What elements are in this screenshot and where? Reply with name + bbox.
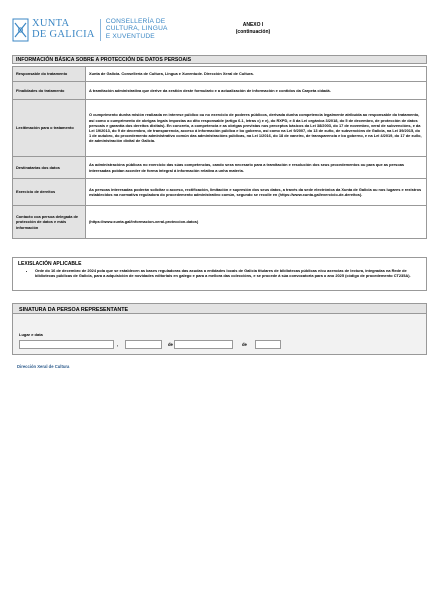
legislation-list xyxy=(13,268,426,278)
row-label: Contacto coa persoa delegada de protección de datos e máis información xyxy=(13,206,86,239)
table-row xyxy=(13,100,427,157)
signature-box xyxy=(12,303,427,355)
table-row xyxy=(13,179,427,206)
page-header xyxy=(12,18,427,48)
de-separator-1: de xyxy=(168,342,173,347)
department-line-3: E XUVENTUDE xyxy=(105,32,155,40)
annex-heading xyxy=(208,22,298,36)
de-separator-2: de xyxy=(242,342,247,347)
table-row xyxy=(13,206,427,239)
table-row xyxy=(13,157,427,179)
row-value: (https://www.xunta.gal/informacion-xeral-proteccion-datos) xyxy=(86,206,427,239)
row-label: Finalidades do tratamento xyxy=(13,82,86,100)
department-name xyxy=(106,18,168,40)
year-field[interactable] xyxy=(255,340,281,349)
row-value: Xunta de Galicia. Consellería de Cultura, Lingua e Xuventude. Dirección Xeral de Cultura. xyxy=(86,67,427,82)
row-value: As persoas interesadas poderán solicitar o acceso, rectificación, limitación e supresión dos seus datos, a través da sede electrónica da Xunta de Galicia ou nos lugares e rexistros establecidos na normativa reguladora do procedemento administrativo común, segundo se recolle en (https://www.xunta.gal/exercicio-de-dereitos). xyxy=(86,179,427,206)
row-label: Responsable do tratamento xyxy=(13,67,86,82)
signature-title: SINATURA DA PERSOA REPRESENTANTE xyxy=(13,304,426,314)
department-line-1: CONSELLERÍA DE xyxy=(105,18,166,25)
footer-text: Dirección Xeral de Cultura xyxy=(17,364,70,369)
place-field[interactable] xyxy=(19,340,114,349)
row-value: A tramitación administrativa que derive da xestión deste formulario e a actualización de información e contidos da Carpeta cidadá. xyxy=(86,82,427,100)
xunta-emblem-icon xyxy=(12,18,29,42)
row-label: Exercicio de dereitos xyxy=(13,179,86,206)
row-value: As administracións públicas no exercicio das súas competencias, cando sexa necesario para a tramitación e resolución dos seus procedementos ou para que as persoas interesadas poidan acceder de forma integral á información relativa a unha materia. xyxy=(86,157,427,179)
logo-divider xyxy=(100,19,101,41)
annex-subtitle: (continuación) xyxy=(235,29,271,35)
row-value: O cumprimento dunha misión realizada en interese público ou no exercicio de poderes públicos, derivada dunha competencia legalmente atribuída ao responsable do tratamento, así como o cumprimento de obrigas legais impostas ao dito responsable (artigo 6.1, letras c) e e), do RXPD, e 8 da Lei orgánica 3/2018, do 5 de decembro, de protección de datos persoais e garantía dos dereitos dixitais). En concreto, a competencia e as obrigas previstas nos preceptos básicos da Lei 38/2003, do 17 de novembro, xeral de subvencións, e da Lei 19/2013, do 9 de decembro, de transparencia, acceso á información pública e bo goberno, así como na Lei 9/2007, do 13 de xuño, de subvencións de Galicia, na Lei 39/2015, do 1 de outubro, do procedemento administrativo común das administracións públicas, na Lei 1/2016, do 18 de xaneiro, de transparencia e bo goberno, e na Lei 4/2019, do 17 de xullo, de administración dixital de Galicia. xyxy=(86,100,427,157)
comma-separator: , xyxy=(117,342,119,347)
logo-line-2: DE GALICIA xyxy=(32,29,95,40)
legislation-title: LEXISLACIÓN APLICABLE xyxy=(18,261,82,267)
logo-text xyxy=(32,18,95,40)
data-protection-title: INFORMACIÓN BÁSICA SOBRE A PROTECCIÓN DE DATOS PERSOAIS xyxy=(12,55,427,64)
day-field[interactable] xyxy=(125,340,162,349)
department-line-2: CULTURA, LINGUA xyxy=(105,25,168,33)
row-label: Destinatarias dos datos xyxy=(13,157,86,179)
row-label: Lexitimación para o tratamento xyxy=(13,100,86,157)
annex-title: ANEXO I xyxy=(242,22,264,28)
list-item: • Orde do 16 de decembro de 2024 pola que se establecen as bases reguladoras das axudas a entidades locais de Galicia titulares de bibliotecas públicas e/ou axencias de lectura, integradas na Rede de bibliotecas públicas de Galicia, para a adquisición de novidades editoriais en galego e para a mellora das coleccións, e se procede á súa convocatoria para o ano 2025 (código de procedemento CT235A). xyxy=(35,268,418,278)
place-date-label: Lugar e data xyxy=(19,332,43,337)
logo-line-1: XUNTA xyxy=(32,18,70,29)
month-field[interactable] xyxy=(174,340,233,349)
applicable-legislation-box xyxy=(12,257,427,291)
table-row xyxy=(13,82,427,100)
xunta-logo xyxy=(12,18,168,42)
data-protection-table xyxy=(12,66,427,239)
table-row xyxy=(13,67,427,82)
